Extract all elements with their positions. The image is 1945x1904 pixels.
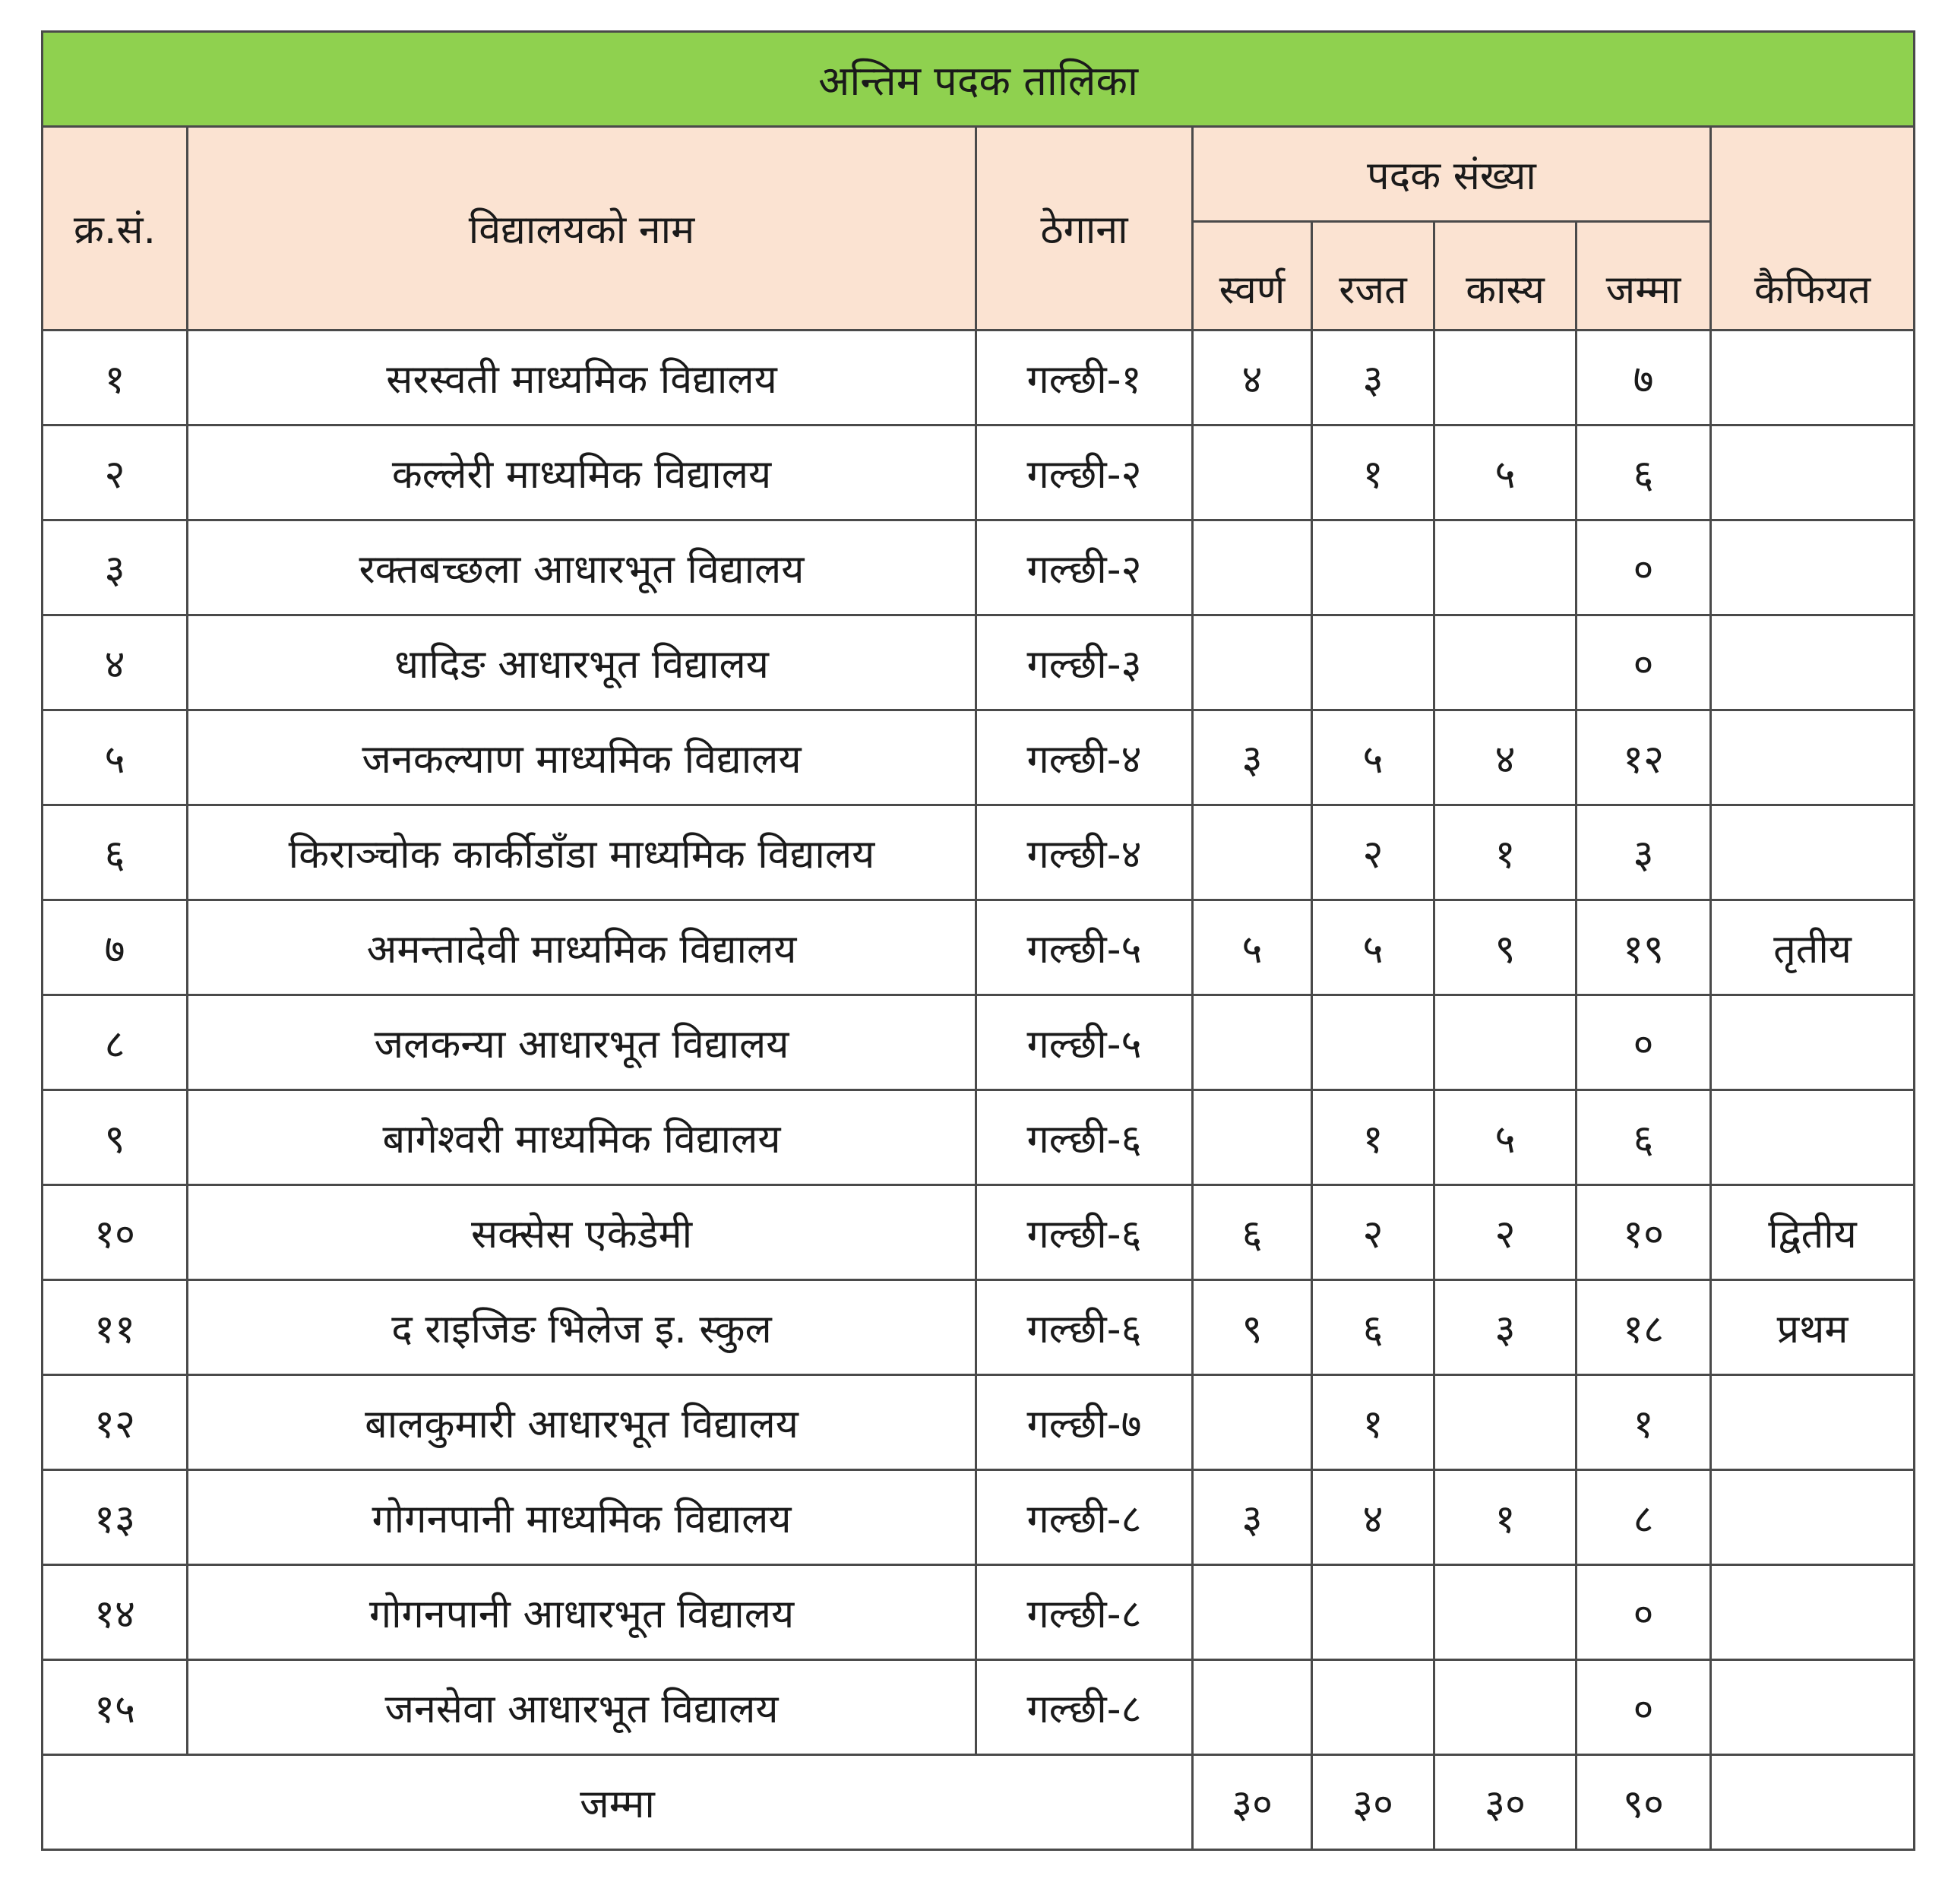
cell-remarks	[1711, 1090, 1915, 1185]
cell-sn: १०	[43, 1185, 188, 1280]
cell-address: गल्छी-८	[976, 1470, 1193, 1565]
cell-gold	[1193, 1090, 1312, 1185]
totals-bronze: ३०	[1434, 1755, 1577, 1850]
header-sn: क्र.सं.	[43, 127, 188, 331]
totals-label: जम्मा	[43, 1755, 1193, 1850]
cell-remarks	[1711, 331, 1915, 425]
cell-address: गल्छी-६	[976, 1185, 1193, 1280]
cell-silver: ४	[1312, 1470, 1434, 1565]
cell-sn: १३	[43, 1470, 188, 1565]
cell-remarks	[1711, 995, 1915, 1090]
cell-school: जनकल्याण माध्यमिक विद्यालय	[188, 710, 976, 805]
cell-address: गल्छी-८	[976, 1660, 1193, 1755]
cell-silver	[1312, 615, 1434, 710]
cell-address: गल्छी-५	[976, 900, 1193, 995]
cell-school: जनसेवा आधारभूत विद्यालय	[188, 1660, 976, 1755]
cell-school: द राइजिङ भिलेज इ. स्कुल	[188, 1280, 976, 1375]
table-row	[43, 805, 1915, 900]
cell-school: बालकुमारी आधारभूत विद्यालय	[188, 1375, 976, 1470]
cell-gold: ३	[1193, 1470, 1312, 1565]
medal-table	[41, 30, 1915, 1851]
cell-sn: १२	[43, 1375, 188, 1470]
table-row	[43, 1280, 1915, 1375]
table-row	[43, 1185, 1915, 1280]
cell-address: गल्छी-३	[976, 615, 1193, 710]
cell-total: १०	[1577, 1185, 1711, 1280]
table-row	[43, 1375, 1915, 1470]
table-row	[43, 425, 1915, 520]
totals-row	[43, 1755, 1915, 1850]
cell-gold	[1193, 1660, 1312, 1755]
cell-total: ३	[1577, 805, 1711, 900]
cell-remarks: द्वितीय	[1711, 1185, 1915, 1280]
cell-address: गल्छी-२	[976, 425, 1193, 520]
cell-remarks	[1711, 710, 1915, 805]
header-address: ठेगाना	[976, 127, 1193, 331]
cell-silver: ६	[1312, 1280, 1434, 1375]
table-row	[43, 1470, 1915, 1565]
cell-remarks	[1711, 520, 1915, 615]
cell-remarks	[1711, 1375, 1915, 1470]
cell-school: किराञ्चोक कार्कीडाँडा माध्यमिक विद्यालय	[188, 805, 976, 900]
cell-sn: ११	[43, 1280, 188, 1375]
totals-gold: ३०	[1193, 1755, 1312, 1850]
cell-gold	[1193, 1565, 1312, 1660]
totals-silver: ३०	[1312, 1755, 1434, 1850]
cell-bronze: ३	[1434, 1280, 1577, 1375]
cell-school: अमन्तादेवी माध्यमिक विद्यालय	[188, 900, 976, 995]
cell-bronze	[1434, 331, 1577, 425]
cell-bronze	[1434, 995, 1577, 1090]
cell-school: जलकन्या आधारभूत विद्यालय	[188, 995, 976, 1090]
cell-address: गल्छी-८	[976, 1565, 1193, 1660]
cell-total: १९	[1577, 900, 1711, 995]
cell-silver: १	[1312, 1090, 1434, 1185]
table-row	[43, 615, 1915, 710]
cell-silver	[1312, 995, 1434, 1090]
totals-total: ९०	[1577, 1755, 1711, 1850]
cell-sn: ७	[43, 900, 188, 995]
cell-remarks: प्रथम	[1711, 1280, 1915, 1375]
table-row	[43, 995, 1915, 1090]
cell-address: गल्छी-७	[976, 1375, 1193, 1470]
cell-sn: ४	[43, 615, 188, 710]
cell-total: ०	[1577, 615, 1711, 710]
cell-gold: ९	[1193, 1280, 1312, 1375]
cell-silver	[1312, 520, 1434, 615]
cell-sn: ६	[43, 805, 188, 900]
table-body	[43, 331, 1915, 1755]
cell-address: गल्छी-२	[976, 520, 1193, 615]
cell-bronze: १	[1434, 805, 1577, 900]
table-title: अन्तिम पदक तालिका	[43, 32, 1915, 127]
cell-total: ०	[1577, 1660, 1711, 1755]
cell-school: सरस्वती माध्यमिक विद्यालय	[188, 331, 976, 425]
cell-address: गल्छी-४	[976, 710, 1193, 805]
cell-total: ७	[1577, 331, 1711, 425]
cell-bronze: ४	[1434, 710, 1577, 805]
cell-gold	[1193, 425, 1312, 520]
cell-bronze: ५	[1434, 1090, 1577, 1185]
cell-sn: ५	[43, 710, 188, 805]
cell-school: रक्तबच्छला आधारभूत विद्यालय	[188, 520, 976, 615]
cell-remarks	[1711, 1660, 1915, 1755]
cell-bronze	[1434, 615, 1577, 710]
cell-sn: ८	[43, 995, 188, 1090]
cell-total: १	[1577, 1375, 1711, 1470]
cell-silver: २	[1312, 805, 1434, 900]
cell-bronze: १	[1434, 1470, 1577, 1565]
header-total: जम्मा	[1577, 222, 1711, 331]
cell-bronze: २	[1434, 1185, 1577, 1280]
cell-silver: ५	[1312, 710, 1434, 805]
cell-sn: १	[43, 331, 188, 425]
cell-school: कल्लेरी माध्यमिक विद्यालय	[188, 425, 976, 520]
cell-sn: ३	[43, 520, 188, 615]
header-gold: स्वर्ण	[1193, 222, 1312, 331]
cell-gold	[1193, 995, 1312, 1090]
cell-total: १२	[1577, 710, 1711, 805]
cell-silver: ५	[1312, 900, 1434, 995]
table-row	[43, 1660, 1915, 1755]
cell-total: ६	[1577, 1090, 1711, 1185]
cell-total: ८	[1577, 1470, 1711, 1565]
table-row	[43, 900, 1915, 995]
cell-bronze	[1434, 1375, 1577, 1470]
cell-gold: ६	[1193, 1185, 1312, 1280]
header-medal-count: पदक संख्या	[1193, 127, 1711, 222]
header-bronze: कास्य	[1434, 222, 1577, 331]
cell-address: गल्छी-४	[976, 805, 1193, 900]
cell-bronze	[1434, 1660, 1577, 1755]
cell-sn: १४	[43, 1565, 188, 1660]
cell-total: ०	[1577, 520, 1711, 615]
cell-sn: १५	[43, 1660, 188, 1755]
cell-school: गोगनपानी माध्यमिक विद्यालय	[188, 1470, 976, 1565]
cell-bronze: ९	[1434, 900, 1577, 995]
table-row	[43, 520, 1915, 615]
cell-total: ०	[1577, 1565, 1711, 1660]
cell-address: गल्छी-५	[976, 995, 1193, 1090]
cell-remarks	[1711, 1565, 1915, 1660]
cell-silver: ३	[1312, 331, 1434, 425]
totals-remarks	[1711, 1755, 1915, 1850]
cell-gold	[1193, 520, 1312, 615]
cell-school: धादिङ आधारभूत विद्यालय	[188, 615, 976, 710]
cell-gold	[1193, 615, 1312, 710]
header-silver: रजत	[1312, 222, 1434, 331]
cell-silver: १	[1312, 1375, 1434, 1470]
cell-gold: ४	[1193, 331, 1312, 425]
table-row	[43, 331, 1915, 425]
cell-gold	[1193, 805, 1312, 900]
cell-total: ०	[1577, 995, 1711, 1090]
cell-remarks	[1711, 425, 1915, 520]
cell-gold: ३	[1193, 710, 1312, 805]
cell-school: गोगनपानी आधारभूत विद्यालय	[188, 1565, 976, 1660]
cell-address: गल्छी-६	[976, 1280, 1193, 1375]
cell-silver	[1312, 1565, 1434, 1660]
header-school: विद्यालयको नाम	[188, 127, 976, 331]
cell-remarks	[1711, 805, 1915, 900]
cell-remarks	[1711, 1470, 1915, 1565]
cell-address: गल्छी-१	[976, 331, 1193, 425]
header-remarks: कैफियत	[1711, 127, 1915, 331]
cell-remarks: तृतीय	[1711, 900, 1915, 995]
cell-sn: २	[43, 425, 188, 520]
cell-school: सक्सेस एकेडेमी	[188, 1185, 976, 1280]
table-row	[43, 710, 1915, 805]
cell-gold	[1193, 1375, 1312, 1470]
cell-school: बागेश्वरी माध्यमिक विद्यालय	[188, 1090, 976, 1185]
table-row	[43, 1090, 1915, 1185]
cell-total: १८	[1577, 1280, 1711, 1375]
cell-total: ६	[1577, 425, 1711, 520]
cell-address: गल्छी-६	[976, 1090, 1193, 1185]
cell-sn: ९	[43, 1090, 188, 1185]
cell-bronze: ५	[1434, 425, 1577, 520]
cell-gold: ५	[1193, 900, 1312, 995]
cell-remarks	[1711, 615, 1915, 710]
cell-bronze	[1434, 520, 1577, 615]
cell-bronze	[1434, 1565, 1577, 1660]
cell-silver	[1312, 1660, 1434, 1755]
table-row	[43, 1565, 1915, 1660]
cell-silver: २	[1312, 1185, 1434, 1280]
cell-silver: १	[1312, 425, 1434, 520]
